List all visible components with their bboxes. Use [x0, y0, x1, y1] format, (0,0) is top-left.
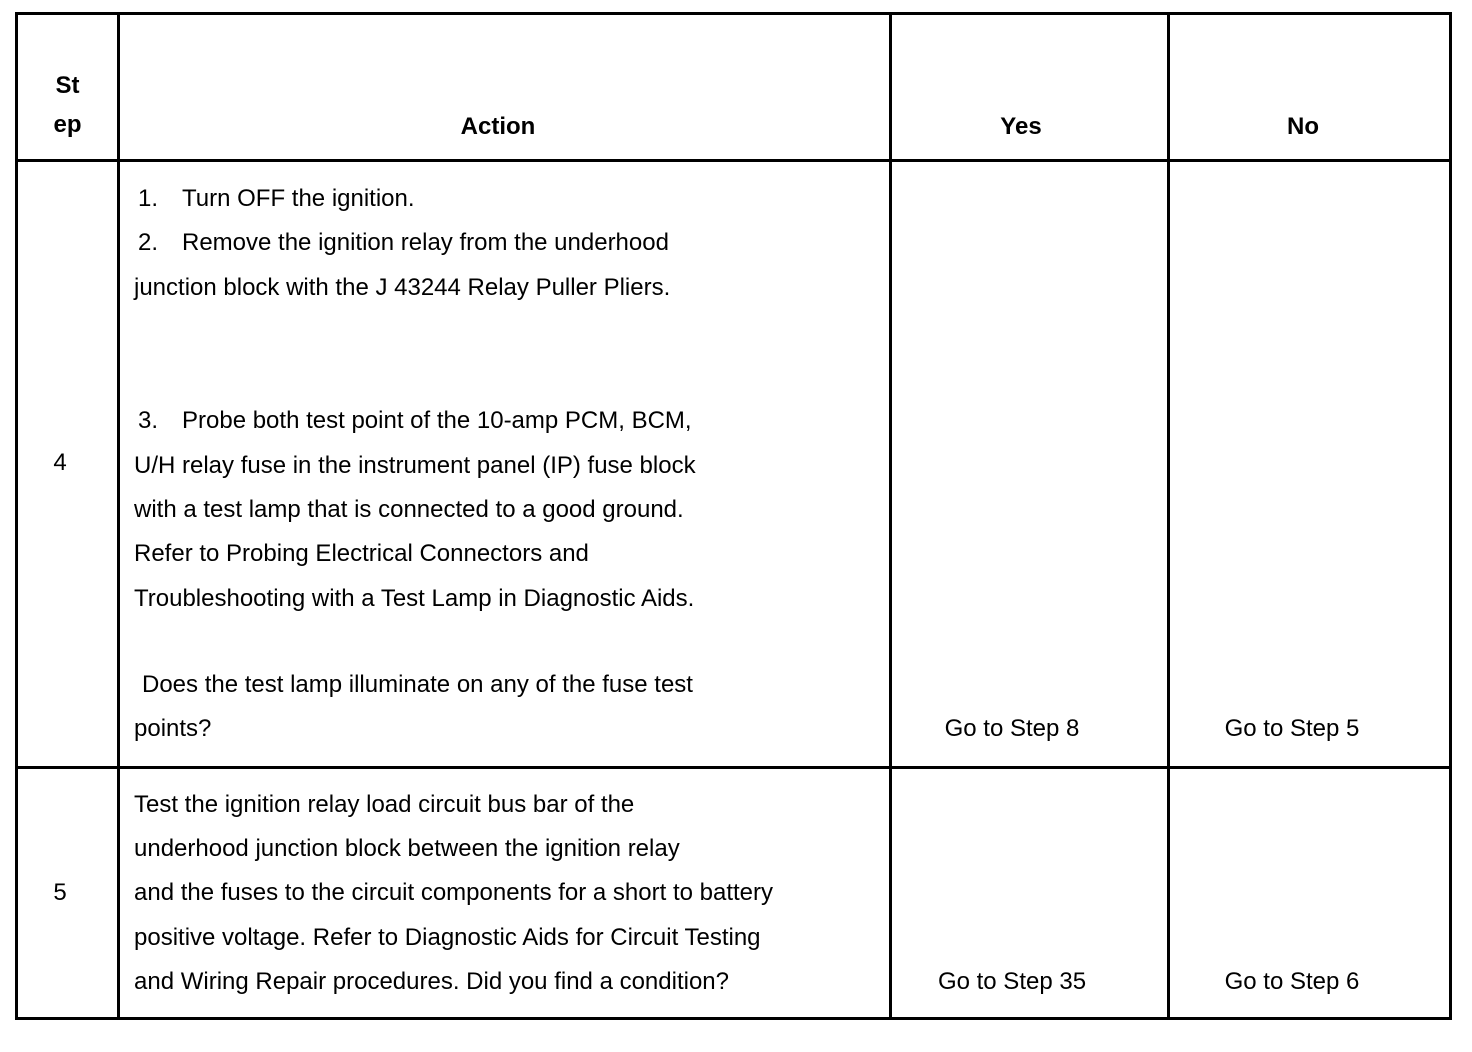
row-5-action-line: [134, 960, 729, 1005]
header-step-line1: St: [55, 72, 80, 99]
row-4-yes: Go to Step 8: [944, 715, 1080, 742]
row-5-yes: Go to Step 35: [937, 968, 1087, 995]
table-border-right: [1449, 12, 1452, 1020]
header-yes: Yes: [1000, 113, 1042, 140]
row-4-action-line: [134, 221, 669, 266]
row-5-action-line: [134, 916, 761, 961]
action-text: underhood junction block between the ignition relay: [134, 835, 680, 862]
action-text: and the fuses to the circuit components for a short to battery: [134, 879, 774, 906]
row-4-action-line: [134, 488, 684, 533]
action-text: Refer to Probing Electrical Connectors and: [134, 540, 589, 567]
row-4-action-line: [134, 707, 211, 752]
action-text: with a test lamp that is connected to a good ground.: [134, 496, 684, 523]
table-border-bottom: [15, 1017, 1452, 1020]
action-text: U/H relay fuse in the instrument panel (IP) fuse block: [134, 452, 696, 479]
row-4-action-line: [134, 266, 670, 311]
row-4-no: Go to Step 5: [1224, 715, 1360, 742]
table-border-top: [15, 12, 1452, 15]
list-number: 2.: [138, 229, 159, 256]
header-step-line2: ep: [53, 111, 82, 138]
row-5-action-line: [134, 871, 773, 916]
row-5-action-line: [134, 783, 634, 828]
action-text: Probe both test point of the 10-amp PCM, BCM,: [182, 407, 692, 434]
action-text: junction block with the J 43244 Relay Puller Pliers.: [134, 274, 671, 301]
row-4-action-line: [134, 444, 696, 489]
column-divider-step: [117, 12, 120, 1020]
row-divider: [15, 766, 1452, 769]
row-4-action-line: [142, 663, 693, 708]
row-5-no: Go to Step 6: [1224, 968, 1360, 995]
action-text: Turn OFF the ignition.: [182, 185, 415, 212]
header-no: No: [1287, 113, 1319, 140]
column-divider-action: [889, 12, 892, 1020]
row-4-action-line: [134, 177, 415, 222]
action-text: Does the test lamp illuminate on any of the fuse test: [142, 671, 693, 698]
row-5-action-line: [134, 827, 680, 872]
column-divider-yes: [1167, 12, 1170, 1020]
row-4-action-line: [134, 399, 692, 444]
header-step: [18, 66, 117, 144]
list-number: 1.: [138, 185, 159, 212]
row-4-action-line: [134, 577, 694, 622]
row-4-step: 4: [53, 449, 67, 476]
list-number: 3.: [138, 407, 159, 434]
action-text: and Wiring Repair procedures. Did you find a condition?: [134, 968, 729, 995]
header-action: Action: [460, 113, 536, 140]
header-divider: [15, 159, 1452, 162]
table-border-left: [15, 12, 18, 1020]
action-text: Troubleshooting with a Test Lamp in Diagnostic Aids.: [134, 585, 695, 612]
action-text: positive voltage. Refer to Diagnostic Aids for Circuit Testing: [134, 924, 761, 951]
action-text: Test the ignition relay load circuit bus bar of the: [134, 791, 635, 818]
row-4-action-line: [134, 532, 589, 577]
action-text: Remove the ignition relay from the underhood: [182, 229, 669, 256]
row-5-step: 5: [53, 879, 67, 906]
action-text: points?: [134, 715, 212, 742]
